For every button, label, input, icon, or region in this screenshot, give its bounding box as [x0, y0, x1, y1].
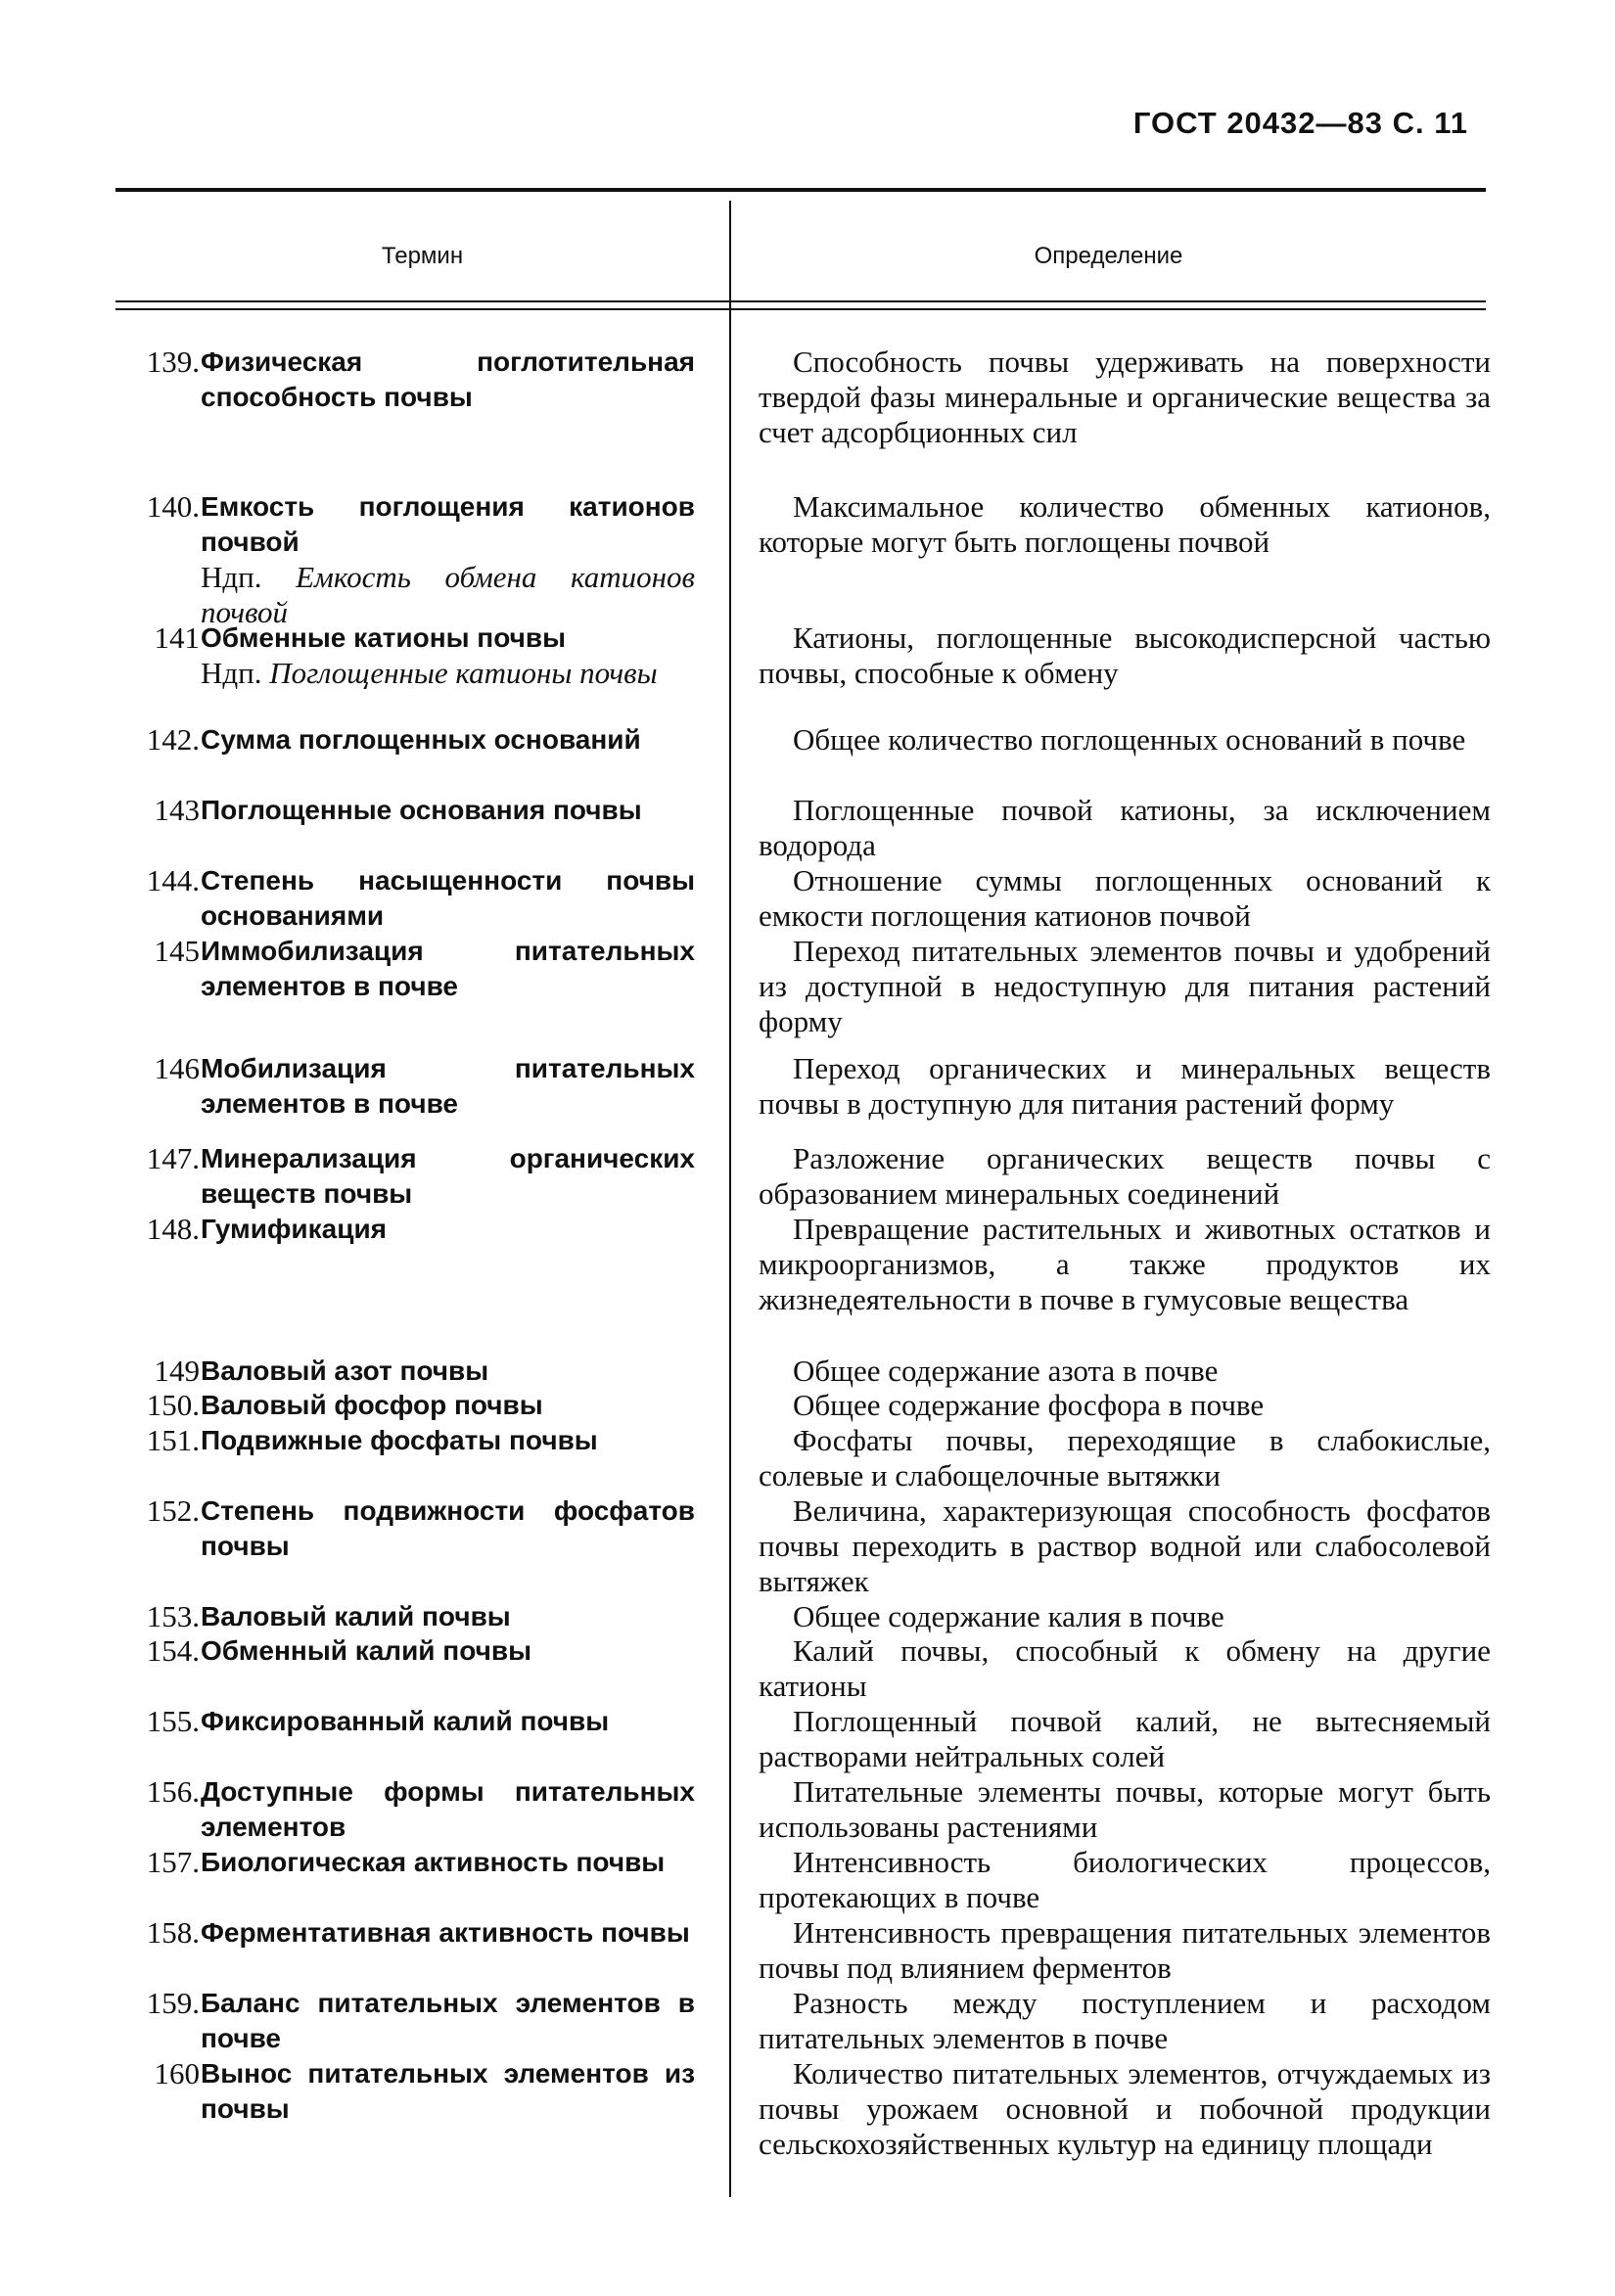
- definition-cell: Поглощенные почвой катионы, за исключением водорода: [759, 793, 1491, 862]
- definition-cell: Общее количество поглощенных оснований в почве: [793, 722, 1466, 757]
- term-number: 149: [154, 1354, 200, 1388]
- term-cell: [201, 1599, 695, 1634]
- definition-cell: Переход органических и минеральных веществ почвы в доступную для питания растений форму: [759, 1051, 1491, 1121]
- term-number: 158.: [146, 1915, 200, 1950]
- definition-cell: Разность между поступлением и расходом питательных элементов в почве: [759, 1986, 1491, 2055]
- term-number: 143: [154, 793, 200, 827]
- term-number: 139.: [146, 344, 200, 379]
- top-rule: [115, 188, 1486, 192]
- definition-cell: Общее содержание фосфора в почве: [793, 1388, 1265, 1422]
- term-name: Валовый калий почвы: [201, 1601, 511, 1631]
- term-cell: [201, 1845, 695, 1880]
- term-cell: [201, 1774, 695, 1845]
- term-number: 146: [154, 1051, 200, 1085]
- definition-cell: Превращение растительных и животных остатков и микроорганизмов, а также продуктов их жизнедеятельности в почве в гумусовые вещества: [759, 1212, 1491, 1316]
- column-header-definition: Определение: [1034, 243, 1183, 269]
- term-cell: [201, 489, 695, 630]
- term-cell: [201, 1633, 695, 1669]
- term-cell: [201, 793, 695, 828]
- term-cell: [201, 722, 695, 758]
- deprecated-label: Ндп.: [201, 560, 262, 594]
- term-number: 141: [154, 620, 200, 655]
- term-cell: [201, 1704, 695, 1739]
- definition-cell: Калий почвы, способный к обмену на другие катионы: [759, 1633, 1491, 1703]
- term-name: Мобилизация питательных элементов в почве: [201, 1053, 695, 1119]
- term-name: Валовый фосфор почвы: [201, 1390, 543, 1420]
- term-cell: [201, 1141, 695, 1212]
- term-name: Иммобилизация питательных элементов в почве: [201, 936, 695, 1001]
- term-cell: [201, 1388, 695, 1423]
- term-number: 150.: [146, 1388, 200, 1422]
- term-name: Минерализация органических веществ почвы: [201, 1143, 695, 1209]
- definition-cell: Максимальное количество обменных катионов, которые могут быть поглощены почвой: [759, 489, 1491, 559]
- term-number: 151.: [146, 1423, 200, 1457]
- term-number: 156.: [146, 1774, 200, 1809]
- definition-cell: Поглощенный почвой калий, не вытесняемый растворами нейтральных солей: [759, 1704, 1491, 1773]
- term-name: Степень насыщенности почвы основаниями: [201, 865, 695, 931]
- term-cell: [201, 1915, 695, 1951]
- term-cell: [201, 1986, 695, 2056]
- term-name: Биологическая активность почвы: [201, 1847, 666, 1877]
- definition-cell: Разложение органических веществ почвы с образованием минеральных соединений: [759, 1141, 1491, 1211]
- term-name: Обменный калий почвы: [201, 1635, 531, 1666]
- term-number: 144.: [146, 863, 200, 897]
- term-name: Ферментативная активность почвы: [201, 1917, 690, 1948]
- definition-cell: Способность почвы удерживать на поверхности твердой фазы минеральные и органические вещества за счет адсорбционных сил: [759, 344, 1491, 449]
- term-number: 142.: [146, 722, 200, 757]
- term-number: 145: [154, 934, 200, 968]
- term-number: 159.: [146, 1986, 200, 2020]
- term-cell: [201, 863, 695, 934]
- definition-cell: Интенсивность превращения питательных элементов почвы под влиянием ферментов: [759, 1915, 1491, 1985]
- definition-cell: Интенсивность биологических процессов, протекающих в почве: [759, 1845, 1491, 1914]
- header-rule-upper: [115, 300, 1486, 302]
- term-name: Доступные формы питательных элементов: [201, 1776, 695, 1842]
- term-number: 157.: [146, 1845, 200, 1879]
- definition-cell: Переход питательных элементов почвы и удобрений из доступной в недоступную для питания растений форму: [759, 934, 1491, 1038]
- term-number: 160: [154, 2056, 200, 2090]
- term-cell: [201, 1493, 695, 1564]
- term-cell: [201, 1354, 695, 1389]
- definition-cell: Отношение суммы поглощенных оснований к емкости поглощения катионов почвой: [759, 863, 1491, 933]
- page-header: ГОСТ 20432—83 С. 11: [1132, 106, 1468, 140]
- term-cell: [201, 934, 695, 1004]
- term-name: Физическая поглотительная способность почвы: [201, 346, 695, 412]
- deprecated-term-text: Поглощенные катионы почвы: [269, 656, 658, 690]
- term-name: Фиксированный калий почвы: [201, 1706, 610, 1736]
- deprecated-term-text: Емкость обмена катионов почвой: [201, 560, 695, 629]
- term-cell: [201, 1051, 695, 1122]
- term-number: 147.: [146, 1141, 200, 1175]
- column-divider: [729, 201, 731, 2197]
- term-cell: [201, 1212, 695, 1247]
- term-name: Валовый азот почвы: [201, 1355, 489, 1386]
- definition-cell: Катионы, поглощенные высокодисперсной частью почвы, способные к обмену: [759, 620, 1491, 690]
- term-number: 153.: [146, 1599, 200, 1633]
- term-number: 155.: [146, 1704, 200, 1738]
- term-cell: [201, 2056, 695, 2127]
- definition-cell: Количество питательных элементов, отчуждаемых из почвы урожаем основной и побочной продукции сельскохозяйственных культур на единицу площади: [759, 2056, 1491, 2161]
- term-name: Сумма поглощенных оснований: [201, 724, 641, 755]
- deprecated-term: [201, 656, 695, 691]
- term-name: Степень подвижности фосфатов почвы: [201, 1495, 695, 1561]
- column-header-term: Термин: [381, 243, 464, 269]
- term-number: 152.: [146, 1493, 200, 1528]
- term-name: Обменные катионы почвы: [201, 622, 566, 653]
- term-number: 154.: [146, 1633, 200, 1668]
- term-number: 148.: [146, 1212, 200, 1246]
- header-rule-lower: [115, 308, 1486, 310]
- term-name: Поглощенные основания почвы: [201, 795, 642, 825]
- term-name: Подвижные фосфаты почвы: [201, 1425, 598, 1455]
- term-cell: [201, 344, 695, 415]
- definition-cell: Питательные элементы почвы, которые могут быть использованы растениями: [759, 1774, 1491, 1844]
- term-name: Вынос питательных элементов из почвы: [201, 2058, 695, 2124]
- definition-cell: Величина, характеризующая способность фосфатов почвы переходить в раствор водной или слабосолевой вытяжек: [759, 1493, 1491, 1598]
- definition-cell: Общее содержание азота в почве: [793, 1354, 1219, 1388]
- term-cell: [201, 620, 695, 691]
- term-name: Баланс питательных элементов в почве: [201, 1988, 695, 2053]
- deprecated-label: Ндп.: [201, 656, 262, 690]
- term-name: Емкость поглощения катионов почвой: [201, 491, 695, 557]
- term-number: 140.: [146, 489, 200, 524]
- definition-cell: Общее содержание калия в почве: [793, 1599, 1224, 1633]
- term-name: Гумификация: [201, 1214, 387, 1244]
- term-cell: [201, 1423, 695, 1458]
- definition-cell: Фосфаты почвы, переходящие в слабокислые, солевые и слабощелочные вытяжки: [759, 1423, 1491, 1492]
